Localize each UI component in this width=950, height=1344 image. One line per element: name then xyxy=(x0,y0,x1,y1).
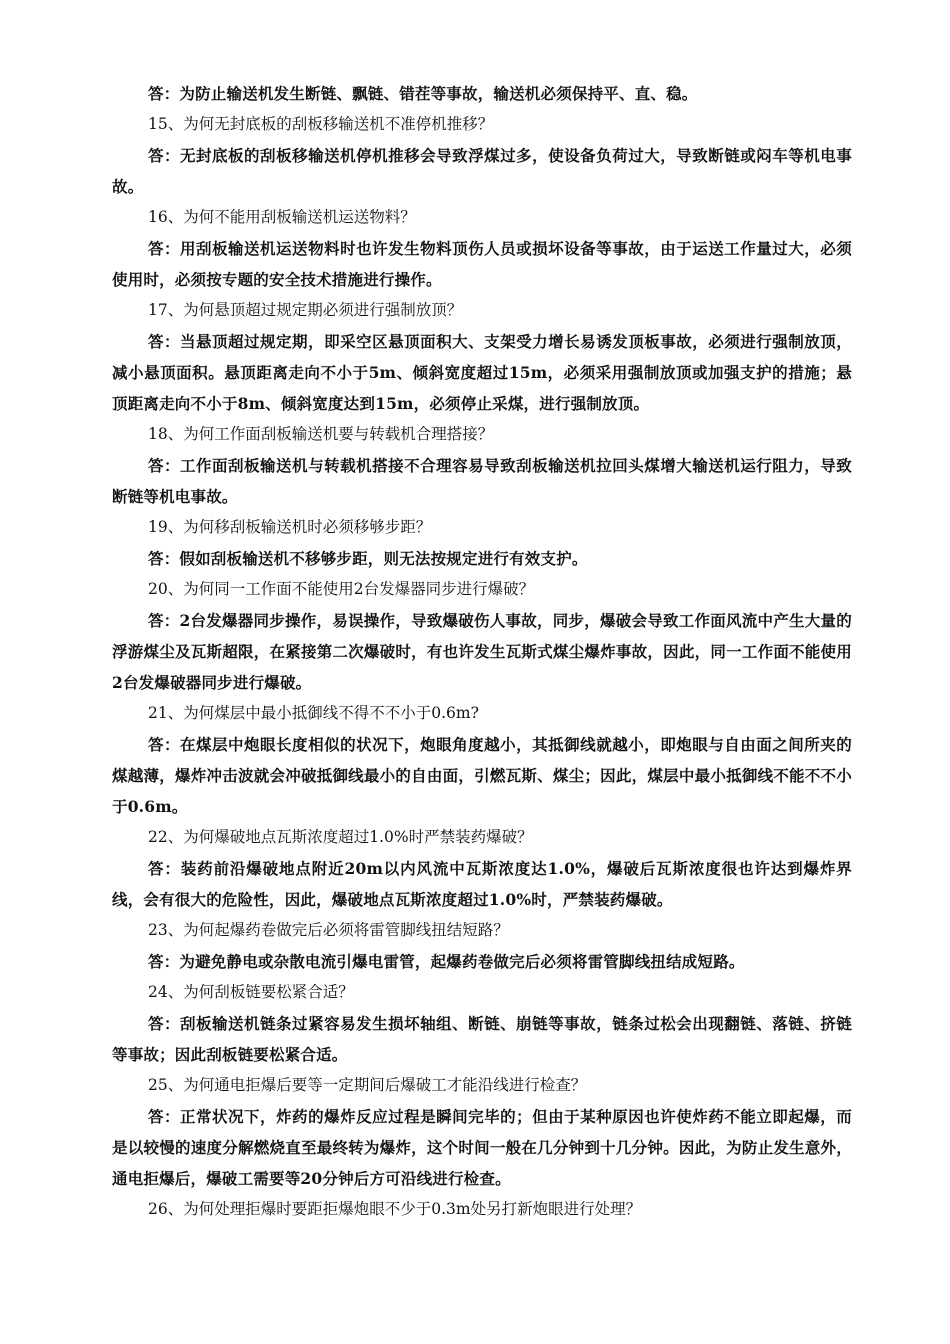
answer-paragraph: 答：工作面刮板输送机与转载机搭接不合理容易导致刮板输送机拉回头煤增大输送机运行阻力，导致断链等机电事故。 xyxy=(112,456,852,506)
question-paragraph: 26、为何处理拒爆时要距拒爆炮眼不少于0.3m处另打新炮眼进行处理？ xyxy=(148,1200,642,1218)
question-paragraph: 24、为何刮板链要松紧合适？ xyxy=(148,983,354,1001)
question-paragraph: 18、为何工作面刮板输送机要与转载机合理搭接？ xyxy=(148,425,494,443)
answer-paragraph: 答：在煤层中炮眼长度相似的状况下，炮眼角度越小，其抵御线就越小，即炮眼与自由面之间所夹的煤越薄，爆炸冲击波就会冲破抵御线最小的自由面，引燃瓦斯、煤尘；因此，煤层中最小抵御线不能不不小于0.6m。 xyxy=(112,735,852,816)
document-page xyxy=(112,78,852,1225)
question-paragraph: 20、为何同一工作面不能使用2台发爆器同步进行爆破？ xyxy=(148,580,535,598)
question-paragraph: 16、为何不能用刮板输送机运送物料？ xyxy=(148,208,416,226)
answer-paragraph: 答：为避免静电或杂散电流引爆电雷管，起爆药卷做完后必须将雷管脚线扭结成短路。 xyxy=(148,952,745,971)
question-paragraph: 19、为何移刮板输送机时必须移够步距？ xyxy=(148,518,432,536)
answer-paragraph: 答：用刮板输送机运送物料时也许发生物料顶伤人员或损坏设备等事故，由于运送工作量过大，必须使用时，必须按专题的安全技术措施进行操作。 xyxy=(112,239,852,289)
question-paragraph: 17、为何悬顶超过规定期必须进行强制放顶？ xyxy=(148,301,463,319)
answer-paragraph: 答：2台发爆器同步操作，易误操作，导致爆破伤人事故，同步，爆破会导致工作面风流中产生大量的浮游煤尘及瓦斯超限，在紧接第二次爆破时，有也许发生瓦斯式煤尘爆炸事故，因此，同一工作面不能使用2台发爆破器同步进行爆破。 xyxy=(112,611,852,692)
answer-paragraph: 答：假如刮板输送机不移够步距，则无法按规定进行有效支护。 xyxy=(148,549,588,568)
question-paragraph: 25、为何通电拒爆后要等一定期间后爆破工才能沿线进行检查？ xyxy=(148,1076,587,1094)
answer-paragraph: 答：装药前沿爆破地点附近20m以内风流中瓦斯浓度达1.0%，爆破后瓦斯浓度很也许达到爆炸界线，会有很大的危险性，因此，爆破地点瓦斯浓度超过1.0%时，严禁装药爆破。 xyxy=(112,859,852,909)
answer-paragraph: 答：正常状况下，炸药的爆炸反应过程是瞬间完毕的；但由于某种原因也许使炸药不能立即起爆，而是以较慢的速度分解燃烧直至最终转为爆炸，这个时间一般在几分钟到十几分钟。因此，为防止发生意外，通电拒爆后，爆破工需要等20分钟后方可沿线进行检查。 xyxy=(112,1107,852,1188)
answer-paragraph: 答：当悬顶超过规定期，即采空区悬顶面积大、支架受力增长易诱发顶板事故，必须进行强制放顶，减小悬顶面积。悬顶距离走向不小于5m、倾斜宽度超过15m，必须采用强制放顶或加强支护的措施；悬顶距离走向不小于8m、倾斜宽度达到15m，必须停止采煤，进行强制放顶。 xyxy=(112,332,852,413)
question-paragraph: 22、为何爆破地点瓦斯浓度超过1.0%时严禁装药爆破？ xyxy=(148,828,533,846)
question-paragraph: 15、为何无封底板的刮板移输送机不准停机推移？ xyxy=(148,115,494,133)
question-paragraph: 23、为何起爆药卷做完后必须将雷管脚线扭结短路？ xyxy=(148,921,509,939)
question-paragraph: 21、为何煤层中最小抵御线不得不不小于0.6m? xyxy=(148,704,479,722)
answer-paragraph: 答：无封底板的刮板移输送机停机推移会导致浮煤过多，使设备负荷过大，导致断链或闷车等机电事故。 xyxy=(112,146,852,196)
answer-paragraph: 答：刮板输送机链条过紧容易发生损坏轴组、断链、崩链等事故，链条过松会出现翻链、落链、挤链等事故；因此刮板链要松紧合适。 xyxy=(112,1014,852,1064)
answer-paragraph: 答：为防止输送机发生断链、飘链、错茬等事故，输送机必须保持平、直、稳。 xyxy=(148,84,698,103)
